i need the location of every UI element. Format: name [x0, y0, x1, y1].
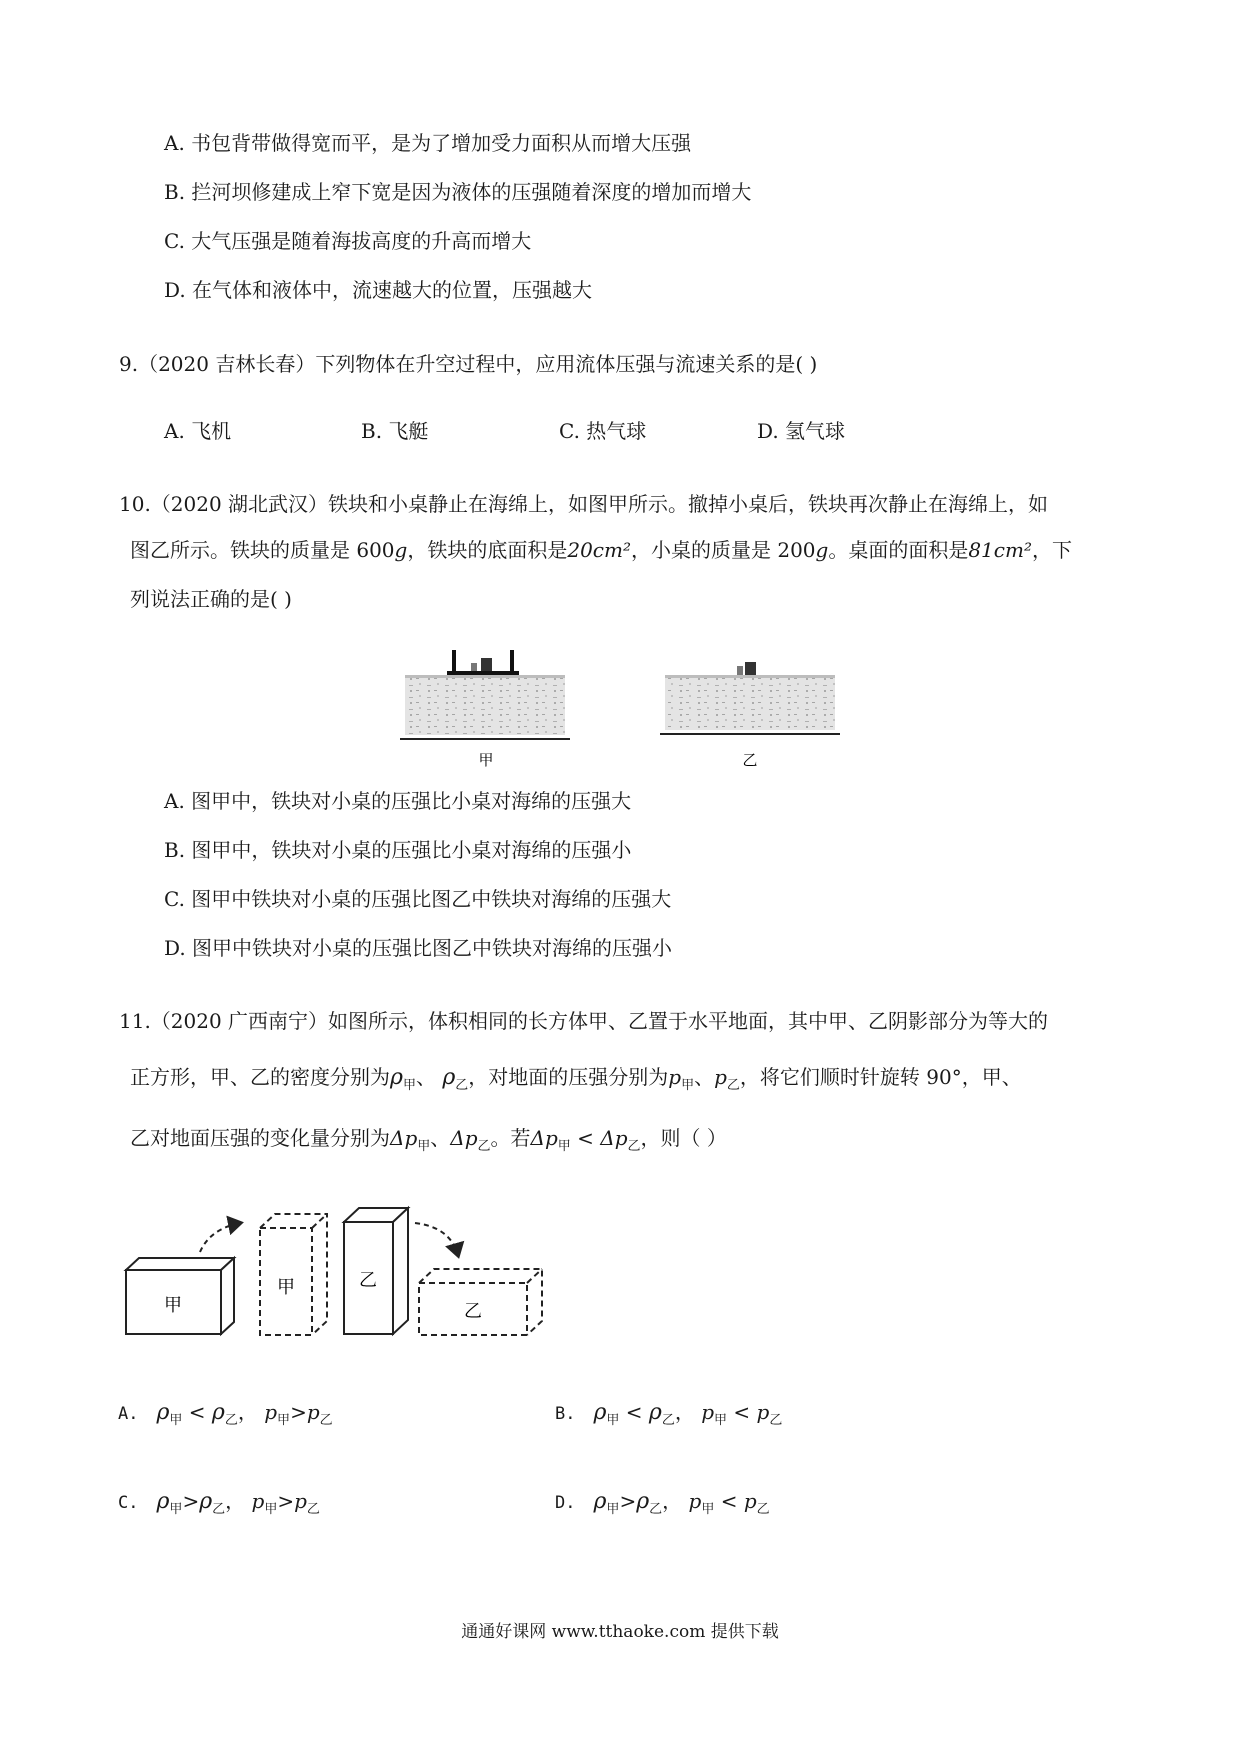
q9-option-d: D. 氢气球	[757, 419, 846, 443]
q11-option-c: C. $\rho_甲>\rho_乙$， $p_甲>p_乙$	[118, 1489, 320, 1517]
rotate-arrow-jia	[200, 1223, 240, 1252]
q10-stem-line3: 列说法正确的是( )	[130, 587, 292, 611]
q8-option-c: C. 大气压强是随着海拔高度的升高而增大	[164, 229, 532, 253]
q10-option-a: A. 图甲中，铁块对小桌的压强比小桌对海绵的压强大	[164, 789, 632, 813]
q9-stem: 9.（2020 吉林长春）下列物体在升空过程中，应用流体压强与流速关系的是( )	[119, 352, 818, 376]
q10-figure	[390, 640, 850, 775]
block-jia-rotated	[260, 1214, 327, 1335]
q10-option-b: B. 图甲中，铁块对小桌的压强比小桌对海绵的压强小	[164, 838, 632, 862]
q9-option-a: A. 飞机	[164, 419, 232, 443]
block-yi-label: 乙	[359, 1270, 377, 1291]
q11-stem-line2: 正方形，甲、乙的密度分别为$\rho_甲$、 $\rho_乙$，对地面的压强分别为$p_甲$、$p_乙$，将它们顺时针旋转 90°，甲、	[130, 1065, 1022, 1093]
q10-stem-line2: 图乙所示。铁块的质量是 600g，铁块的底面积是20cm²，小桌的质量是 200g。桌面的面积是81cm²，下	[130, 538, 1072, 562]
q11-option-d: D. $\rho_甲>\rho_乙$， $p_甲 < p_乙$	[555, 1489, 770, 1517]
q8-option-d: D. 在气体和液体中，流速越大的位置，压强越大	[164, 278, 593, 302]
figure-yi-sponge-block	[660, 662, 840, 734]
q8-option-b: B. 拦河坝修建成上窄下宽是因为液体的压强随着深度的增加而增大	[164, 180, 752, 204]
block-jia-rotated-label: 甲	[277, 1277, 295, 1298]
figure-label-yi: 乙	[742, 751, 758, 769]
q11-stem-line3: 乙对地面压强的变化量分别为$\Delta p_甲$、$\Delta p_乙$。若$\Delta p_甲 < \Delta p_乙$，则（ ）	[130, 1126, 727, 1154]
figure-label-jia: 甲	[478, 751, 494, 769]
block-yi-rotated-label: 乙	[464, 1301, 482, 1322]
q10-option-d: D. 图甲中铁块对小桌的压强比图乙中铁块对海绵的压强小	[164, 936, 673, 960]
q8-option-a: A. 书包背带做得宽而平，是为了增加受力面积从而增大压强	[164, 131, 692, 155]
q11-figure	[118, 1205, 598, 1345]
figure-jia-sponge-table	[400, 650, 570, 739]
q9-option-c: C. 热气球	[559, 419, 647, 443]
q9-option-b: B. 飞艇	[361, 419, 429, 443]
page-footer: 通通好课网 www.tthaoke.com 提供下载	[461, 1622, 779, 1642]
rotate-arrow-yi	[415, 1223, 458, 1255]
q10-stem-line1: 10.（2020 湖北武汉）铁块和小桌静止在海绵上，如图甲所示。撤掉小桌后，铁块再次静止在海绵上，如	[119, 492, 1049, 516]
q11-option-b: B. $\rho_甲 < \rho_乙$， $p_甲 < p_乙$	[555, 1400, 783, 1428]
q11-option-a: A. $\rho_甲 < \rho_乙$， $p_甲>p_乙$	[118, 1400, 333, 1428]
q10-option-c: C. 图甲中铁块对小桌的压强比图乙中铁块对海绵的压强大	[164, 887, 672, 911]
q11-stem-line1: 11.（2020 广西南宁）如图所示，体积相同的长方体甲、乙置于水平地面，其中甲、乙阴影部分为等大的	[119, 1009, 1049, 1033]
block-jia-label: 甲	[164, 1295, 182, 1316]
